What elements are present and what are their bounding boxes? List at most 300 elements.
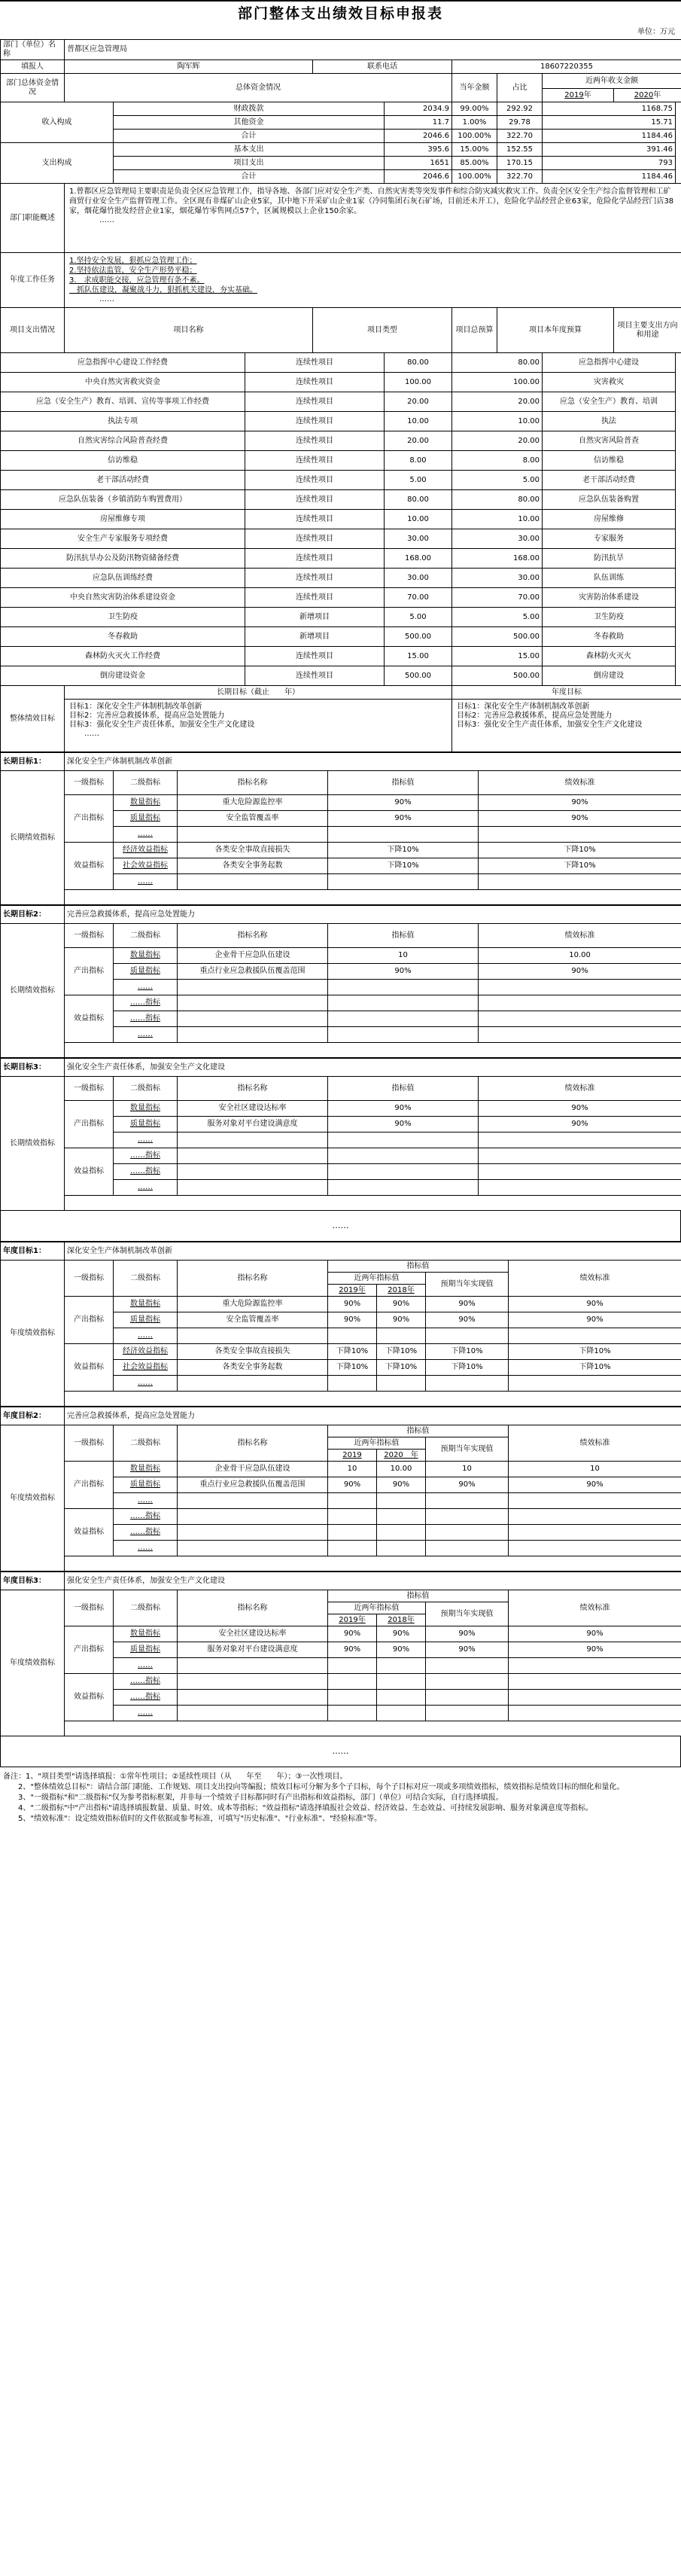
indicator-name: 企业骨干应急队伍建设 [178,948,328,964]
indicator-value: 90% [328,1117,479,1133]
indicator-name-header: 指标名称 [178,771,328,795]
table-dots [65,1392,681,1407]
value-expected: 90% [426,1642,509,1658]
project-type: 连续性项目 [245,431,385,451]
indicator-standard [479,1011,681,1027]
fund-item-name: 合计 [114,170,385,184]
value-year-b [377,1328,426,1344]
standard-header: 绩效标准 [509,1425,681,1462]
level2-cell: ……指标 [114,1674,178,1690]
indicator-standard: 90% [509,1626,681,1642]
annual-table [0,1572,681,1736]
level2-cell: 社会效益指标 [114,858,178,874]
indicator-standard [509,1493,681,1509]
value-year-a: 90% [328,1477,377,1493]
indicator-value: 10 [328,948,479,964]
filler-label: 填报人 [1,60,65,74]
fund-item-name: 其他资金 [114,116,385,130]
level2-cell: …… [114,1541,178,1556]
project-name: 应急队伍训练经费 [1,569,245,588]
indicator-value [328,995,479,1011]
annual-goal-label: 年度目标3： [1,1572,65,1590]
level2-cell: 质量指标 [114,1477,178,1493]
indicator-standard [509,1706,681,1721]
annual-goal-label: 年度目标2： [1,1407,65,1425]
fund-item-amount: 2034.9 [385,102,452,116]
project-year: 20.00 [452,392,543,412]
level2-cell: …… [114,1493,178,1509]
year-a-header: 2019年 [328,1614,377,1626]
level2-cell: 数量指标 [114,795,178,811]
project-row [1,510,681,529]
value-year-b [377,1509,426,1525]
indicator-name: 重点行业应急救援队伍覆盖范围 [178,964,328,980]
level2-header: 二级指标 [114,771,178,795]
project-row [1,529,681,549]
indicator-standard: 90% [509,1477,681,1493]
indicator-row [1,1462,681,1477]
level2-cell: ……指标 [114,995,178,1011]
fund-item-y2019: 152.55 [497,143,543,157]
recent-values-header: 近两年指标值 [328,1273,426,1285]
value-year-a [328,1493,377,1509]
project-row [1,490,681,510]
value-year-a [328,1376,377,1392]
value-year-a: 90% [328,1312,377,1328]
project-type: 新增项目 [245,627,385,647]
indicator-name [178,1164,328,1180]
year-2019: 2019 [564,90,584,99]
indicator-row [1,1297,681,1312]
project-total: 8.00 [385,451,452,471]
notes: 备注：1、"项目类型"请选择填报：①常年性项目；②延续性项目（从 年至 年）；③一次性项目。 2、"整体绩效总目标"：请结合部门职能、工作规划、项目支出投向等编报；绩效目标可分解为多个子目标，每个子目标对应一项或多项绩效指标，绩效指标是绩效目标的细化和量化。 3、"一级指标"和"二级指标"仅为参考指标框架，并非每一个绩效子目标都同时有产出指标和效益指标，部门（单位）可结合实际，自行选择填报。 4、"二级指标"中"产出指标"请选择填报数量、质量、时效、成本等指标；"效益指标"请选择填报社会效益、经济效益、生态效益、可持续发展影响、服务对象满意度等指标。 5、"绩效标准"：设定绩效指标值时的文件依据或参考标准，可填写"历史标准"、"行业标准"、"经验标准"等。 [3,1773,625,1823]
value-year-a [328,1541,377,1556]
value-expected [426,1690,509,1706]
project-row [1,569,681,588]
annual-goal-label: 年度目标 [452,686,681,700]
project-use: 应急（安全生产）教育、培训 [543,392,676,412]
level2-cell: 质量指标 [114,811,178,827]
recent-values-header: 近两年指标值 [328,1602,426,1614]
annual-goal-title: 深化安全生产体制机制改革创新 [65,1242,681,1261]
long-goal-dots: …… [84,730,99,738]
table-dots [65,1043,681,1058]
fund-item-y2020: 1168.75 [543,102,676,116]
project-total: 500.00 [385,627,452,647]
indicator-standard: 下降10% [509,1360,681,1376]
fund-item-name: 项目支出 [114,157,385,170]
overview-dots: …… [99,216,114,224]
value-year-b: 90% [377,1642,426,1658]
value-year-a [328,1658,377,1674]
indicator-name [178,827,328,843]
indicator-name: 安全监管覆盖率 [178,811,328,827]
table-dots [65,890,681,905]
long-goal-title: 强化安全生产责任体系，加强安全生产文化建设 [65,1059,681,1077]
indicator-name-header: 指标名称 [178,924,328,948]
dept-value: 普都区应急管理局 [65,40,681,60]
indicator-value [328,1148,479,1164]
project-name: 房屋维修专项 [1,510,245,529]
indicator-value: 90% [328,1101,479,1117]
value-expected [426,1706,509,1721]
project-year: 80.00 [452,490,543,510]
project-year: 70.00 [452,588,543,608]
indicator-name [178,1509,328,1525]
fund-item-ratio: 15.00% [452,143,497,157]
indicator-name [178,1690,328,1706]
annual-table [0,1242,681,1407]
level1-header: 一级指标 [65,924,114,948]
long-term-section [0,752,681,1211]
indicator-name: 企业骨干应急队伍建设 [178,1462,328,1477]
page-title: 部门整体支出绩效目标申报表 [0,0,681,26]
task-item: 抓队伍建设，凝聚战斗力，狠抓机关建设，夯实基础。 [69,286,257,294]
indicator-value-header: 指标值 [328,1590,509,1602]
value-expected [426,1328,509,1344]
project-name: 倒房建设资金 [1,666,245,686]
indicator-name [178,1328,328,1344]
tasks-dots: …… [99,295,114,303]
level2-cell: 数量指标 [114,1462,178,1477]
project-type: 连续性项目 [245,549,385,569]
project-total: 500.00 [385,666,452,686]
project-name: 应急指挥中心建设工作经费 [1,353,245,373]
annual-section [0,1242,681,1736]
fund-item-y2020: 1184.46 [543,170,676,184]
project-row [1,549,681,569]
indicator-standard [509,1690,681,1706]
indicator-name [178,874,328,890]
value-year-a: 下降10% [328,1360,377,1376]
projects-label: 项目支出情况 [1,308,65,353]
level2-cell: ……指标 [114,1164,178,1180]
project-name: 信访维稳 [1,451,245,471]
tasks-list [65,253,681,308]
year-a-header: 2019年 [328,1285,377,1297]
project-total: 30.00 [385,569,452,588]
fund-item-amount: 2046.6 [385,170,452,184]
indicator-name: 安全社区建设达标率 [178,1101,328,1117]
project-year: 80.00 [452,353,543,373]
expected-value-header: 预期当年实现值 [426,1437,509,1462]
long-goal-label: 长期目标3： [1,1059,65,1077]
indicator-name: 各类安全事故直接损失 [178,1344,328,1360]
indicator-value [328,1180,479,1196]
project-name: 冬春救助 [1,627,245,647]
level1-cell: 效益指标 [65,995,114,1043]
level2-cell: 数量指标 [114,1297,178,1312]
project-row [1,608,681,627]
project-year: 30.00 [452,529,543,549]
level2-cell: …… [114,980,178,995]
value-expected: 90% [426,1477,509,1493]
project-row [1,373,681,392]
long-term-dots: …… [0,1211,681,1242]
table-dots [65,1721,681,1736]
level2-cell: 数量指标 [114,948,178,964]
unit-label: 单位：万元 [637,28,675,36]
indicator-value [328,1027,479,1043]
level1-cell: 效益指标 [65,1148,114,1196]
indicator-row [1,1148,681,1164]
value-year-a: 90% [328,1297,377,1312]
year-2020: 2020 [634,90,654,99]
recent-label: 近两年收支金额 [543,74,681,89]
task-item: 2.坚持依法监管，安全生产形势平稳； [69,267,197,275]
indicator-name-header: 指标名称 [178,1077,328,1101]
fund-item-ratio: 99.00% [452,102,497,116]
project-row [1,588,681,608]
project-total: 30.00 [385,529,452,549]
value-year-b [377,1706,426,1721]
indicator-standard: 10 [509,1462,681,1477]
level2-cell: 数量指标 [114,1101,178,1117]
fund-item-y2020: 1184.46 [543,130,676,143]
project-type: 连续性项目 [245,666,385,686]
project-type: 连续性项目 [245,490,385,510]
project-name: 防汛抗旱办公及防汛物资储备经费 [1,549,245,569]
indicator-value-header: 指标值 [328,1425,509,1437]
level2-cell: …… [114,1658,178,1674]
indicator-standard: 90% [479,811,681,827]
overview-text: 1.曾都区应急管理局主要职责是负责全区应急管理工作，指导各地、各部门应对安全生产类、自然灾害类等突发事件和综合防灾减灾救灾工作。负责全区安全生产综合监督管理和工矿商贸行业安全生产监督管理工作。全区现有非煤矿山企业5家，其中地下开采矿山企业1家（冷同集团石灰石矿场，目前还未开工），危险化学品经营企业63家，危险化学品经营门店38家，烟花爆竹批发经营企业1家，烟花爆竹零售网点57个，区属规模以上企业150余家。 [69,187,674,215]
fund-item-name: 合计 [114,130,385,143]
project-name: 安全生产专家服务专项经费 [1,529,245,549]
project-type: 连续性项目 [245,353,385,373]
project-type: 新增项目 [245,608,385,627]
level2-cell: 质量指标 [114,1642,178,1658]
value-expected: 90% [426,1626,509,1642]
project-name: 老干部活动经费 [1,471,245,490]
level1-cell: 产出指标 [65,1101,114,1148]
project-row [1,666,681,686]
indicator-value: 下降10% [328,843,479,858]
indicator-name [178,1027,328,1043]
value-expected: 90% [426,1297,509,1312]
project-total: 15.00 [385,647,452,666]
indicator-value [328,1011,479,1027]
project-use: 执法 [543,412,676,431]
long-term-table [0,1058,681,1211]
project-name: 卫生防疫 [1,608,245,627]
project-use: 应急指挥中心建设 [543,353,676,373]
project-total: 80.00 [385,353,452,373]
indicator-row [1,995,681,1011]
indicator-value [328,1164,479,1180]
year-b-header: 2018年 [377,1285,426,1297]
indicator-name [178,1706,328,1721]
value-expected: 下降10% [426,1360,509,1376]
year-suffix: 年 [583,90,591,99]
value-year-b: 下降10% [377,1344,426,1360]
project-row [1,431,681,451]
indicator-standard [479,995,681,1011]
dept-label: 部门（单位）名称 [1,40,65,60]
fund-item-ratio: 100.00% [452,170,497,184]
level1-header: 一级指标 [65,1261,114,1297]
project-type: 连续性项目 [245,451,385,471]
indicator-value [328,980,479,995]
value-expected [426,1509,509,1525]
level2-cell: ……指标 [114,1011,178,1027]
recent-values-header: 近两年指标值 [328,1437,426,1450]
project-use: 灾害防治体系建设 [543,588,676,608]
project-type: 连续性项目 [245,647,385,666]
project-use: 冬春救助 [543,627,676,647]
indicator-value-header: 指标值 [328,924,479,948]
level2-cell: 经济效益指标 [114,1344,178,1360]
indicator-name: 各类安全事务起数 [178,858,328,874]
indicator-name: 各类安全事务起数 [178,1360,328,1376]
indicator-row [1,1101,681,1117]
project-use: 信访维稳 [543,451,676,471]
indicator-standard [479,1164,681,1180]
level2-cell: …… [114,1376,178,1392]
indicator-standard: 下降10% [479,858,681,874]
indicator-value-header: 指标值 [328,1077,479,1101]
value-year-a [328,1706,377,1721]
indicator-value-header: 指标值 [328,771,479,795]
indicator-name [178,995,328,1011]
project-name: 应急队伍装备（乡镇消防车购置费用） [1,490,245,510]
value-expected [426,1541,509,1556]
project-total: 168.00 [385,549,452,569]
level2-header: 二级指标 [114,1077,178,1101]
fund-item-y2020: 391.46 [543,143,676,157]
indicator-standard: 下降10% [509,1344,681,1360]
level2-cell: 质量指标 [114,1117,178,1133]
standard-header: 绩效标准 [479,924,681,948]
indicator-standard [509,1658,681,1674]
project-use: 房屋维修 [543,510,676,529]
filler-value: 陶军辉 [65,60,313,74]
indicator-standard: 下降10% [479,843,681,858]
indicator-name: 重大危险源监控率 [178,795,328,811]
project-row [1,627,681,647]
project-use: 专家服务 [543,529,676,549]
project-type: 连续性项目 [245,569,385,588]
long-term-table [0,905,681,1058]
level1-cell: 产出指标 [65,948,114,995]
fund-item-amount: 2046.6 [385,130,452,143]
level2-cell: …… [114,1133,178,1148]
value-year-b: 90% [377,1626,426,1642]
value-year-b [377,1658,426,1674]
year-suffix: 年 [653,90,661,99]
table-dots [65,1196,681,1211]
indicator-standard [479,1027,681,1043]
fund-item-y2019: 170.15 [497,157,543,170]
annual-goal-text: 目标1：深化安全生产体制机制改革创新 目标2：完善应急救援体系，提高应急处置能力 目标3：强化安全生产责任体系，加强安全生产文化建设 [457,703,643,729]
fund-item-amount: 395.6 [385,143,452,157]
proj-header-name: 项目名称 [65,308,313,353]
value-year-a [328,1509,377,1525]
fund-item-y2019: 322.70 [497,170,543,184]
long-side-label: 长期绩效指标 [1,1077,65,1211]
level2-header: 二级指标 [114,1425,178,1462]
annual-goal-title: 强化安全生产责任体系，加强安全生产文化建设 [65,1572,681,1590]
indicator-standard: 90% [479,964,681,980]
value-expected: 90% [426,1312,509,1328]
proj-header-year: 项目本年度预算 [497,308,614,353]
indicator-name: 各类安全事故直接损失 [178,843,328,858]
task-item: 1.坚持安全发展，狠抓应急管理工作； [69,257,197,265]
annual-side-label: 年度绩效指标 [1,1590,65,1736]
level2-cell: 社会效益指标 [114,1360,178,1376]
level2-cell: …… [114,1706,178,1721]
main-table [0,39,681,752]
indicator-name [178,1376,328,1392]
year-b-header: 2020 年 [377,1450,426,1462]
indicator-name-header: 指标名称 [178,1590,328,1626]
project-year: 500.00 [452,627,543,647]
standard-header: 绩效标准 [509,1590,681,1626]
indicator-standard [479,1148,681,1164]
level2-cell: ……指标 [114,1509,178,1525]
level1-cell: 效益指标 [65,1674,114,1721]
project-row [1,353,681,373]
proj-header-type: 项目类型 [313,308,452,353]
project-total: 20.00 [385,431,452,451]
indicator-value: 下降10% [328,858,479,874]
indicator-value [328,874,479,890]
income-label: 收入构成 [1,102,114,143]
level2-cell: ……指标 [114,1525,178,1541]
project-total: 100.00 [385,373,452,392]
project-use: 队伍训练 [543,569,676,588]
level1-cell: 产出指标 [65,1626,114,1674]
indicator-standard: 90% [479,1117,681,1133]
project-type: 连续性项目 [245,510,385,529]
value-year-b: 90% [377,1297,426,1312]
level2-cell: 数量指标 [114,1626,178,1642]
level1-cell: 产出指标 [65,1297,114,1344]
level1-cell: 效益指标 [65,1509,114,1556]
level2-header: 二级指标 [114,1261,178,1297]
indicator-standard: 90% [479,1101,681,1117]
indicator-name [178,1148,328,1164]
annual-side-label: 年度绩效指标 [1,1425,65,1572]
project-year: 10.00 [452,510,543,529]
long-goal-label: 长期目标1： [1,753,65,771]
indicator-row [1,1344,681,1360]
indicator-standard [509,1674,681,1690]
long-side-label: 长期绩效指标 [1,771,65,905]
project-total: 10.00 [385,412,452,431]
project-type: 连续性项目 [245,392,385,412]
project-year: 30.00 [452,569,543,588]
indicator-standard [479,980,681,995]
indicator-standard: 90% [509,1297,681,1312]
indicator-standard [479,1180,681,1196]
fund-item-ratio: 100.00% [452,130,497,143]
fund-item-name: 基本支出 [114,143,385,157]
fund-item-y2020: 15.71 [543,116,676,130]
project-name: 自然灾害综合风险普查经费 [1,431,245,451]
indicator-row [1,843,681,858]
project-type: 连续性项目 [245,529,385,549]
fund-item-ratio: 1.00% [452,116,497,130]
project-use: 自然灾害风险普查 [543,431,676,451]
indicator-standard [509,1328,681,1344]
value-year-a: 10 [328,1462,377,1477]
annual-table [0,1407,681,1572]
indicator-standard: 90% [509,1312,681,1328]
fund-item-name: 财政拨款 [114,102,385,116]
value-expected: 下降10% [426,1344,509,1360]
value-year-b [377,1674,426,1690]
